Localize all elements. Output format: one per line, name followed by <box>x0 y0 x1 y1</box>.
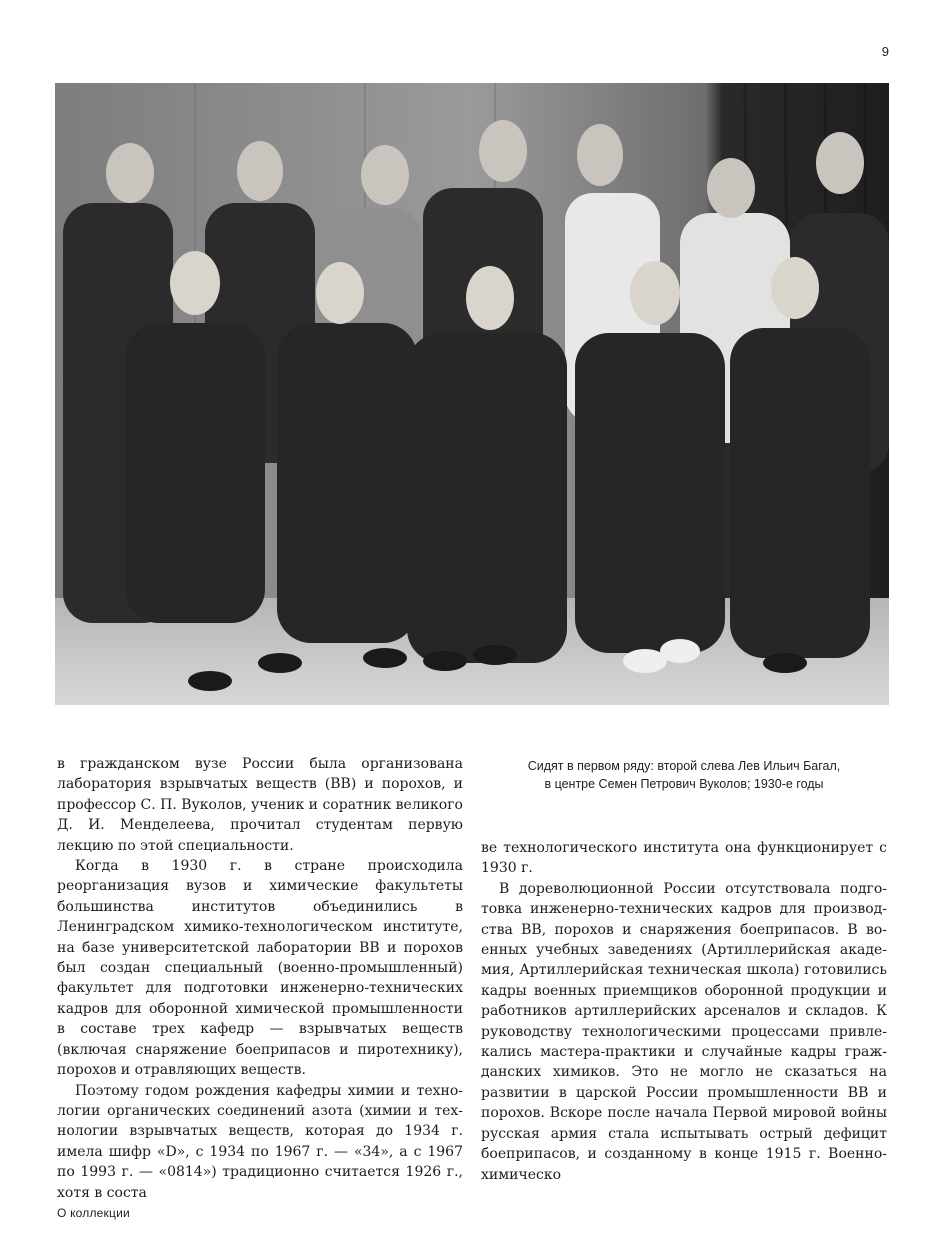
group-photo-icon <box>55 83 889 705</box>
paragraph: В дореволюционной России отсутствовала подготовка инженерно-технических кадров для производства ВВ, порохов и снаряжения боеприпасов. В военных учебных заведениях (Артиллерийская академия, Артиллерийская техническая школа) готовились кадры военных приемщиков оборонной продукции и работников артиллерийских арсеналов и складов. К руководству технологическими процессами привлекались мастера-практики и случайные кадры гражданских химиков. Это не могло не сказаться на развитии в царской России промышленности ВВ и порохов. Вскоре после начала Первой мировой войны русская армия стала испытывать острый дефицит боеприпасов, и созданному в конце 1915 г. Военно-химическо <box>481 880 887 1183</box>
left-text-column <box>57 754 463 1203</box>
right-text-column <box>481 838 887 1185</box>
section-footer: О коллекции <box>57 1206 130 1220</box>
page-number: 9 <box>881 44 889 59</box>
caption-line-2: в центре Семен Петрович Вуколов; 1930-е годы <box>544 777 824 791</box>
group-photo <box>55 83 889 705</box>
paragraph: Когда в 1930 г. в стране происходила реорганизация вузов и химические факультеты большинства институтов объединились в Ленинградском химико-технологическом институте, на базе университетской лаборатории ВВ и порохов был создан специальный (военно-промышленный) факультет для подготовки инженерно-технических кадров для оборонной химической промышленности в составе трех кафедр — взрывчатых веществ (включая снаряжение боеприпасов и пиротехнику), порохов и отравляющих веществ. <box>57 858 463 1079</box>
photo-caption <box>481 757 887 793</box>
paragraph: в гражданском вузе России была организована лаборатория взрывчатых веществ (ВВ) и порохов, и профессор С. П. Вуколов, ученик и соратник великого Д. И. Менделеева, прочитал студентам первую лекцию по этой специальности. <box>57 756 463 854</box>
paragraph: ве технологического института она функционирует с 1930 г. <box>481 840 887 877</box>
caption-line-1: Сидят в первом ряду: второй слева Лев Ильич Багал, <box>527 759 841 773</box>
paragraph: Поэтому годом рождения кафедры химии и технологии органических соединений азота (химии и технологии взрывчатых веществ, которая до 1934 г. имела шифр «D», с 1934 по 1967 г. — «34», а с 1967 по 1993 г. — «0814») традиционно считается 1926 г., хотя в соста <box>57 1082 463 1201</box>
